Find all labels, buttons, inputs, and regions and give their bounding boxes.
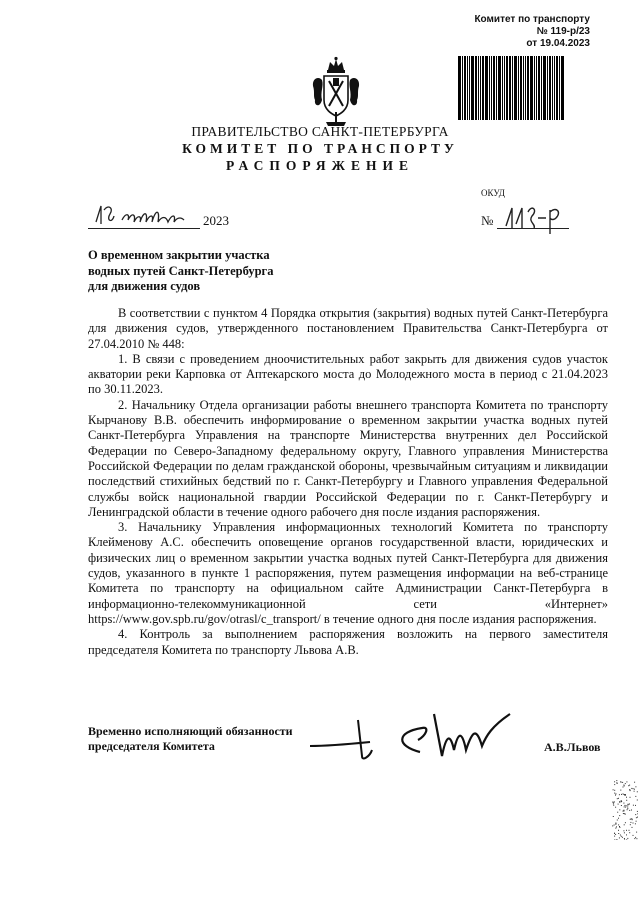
barcode-bar — [506, 56, 508, 120]
barcode-bar — [525, 56, 526, 120]
registration-stamp — [430, 14, 590, 50]
barcode-bar — [496, 56, 497, 120]
subject-line: для движения судов — [88, 279, 201, 293]
barcode-bar — [469, 56, 470, 120]
barcode-bar — [552, 56, 553, 120]
barcode-bar — [471, 56, 474, 120]
document-type-heading: РАСПОРЯЖЕНИЕ — [225, 158, 415, 173]
okud-label: ОКУД — [481, 188, 505, 198]
barcode-bar — [467, 56, 468, 120]
barcode-bar — [498, 56, 501, 120]
handwritten-date — [88, 200, 200, 230]
date-underline — [88, 228, 200, 229]
signatory-title-line: Временно исполняющий обязанности — [88, 724, 293, 738]
government-heading: ПРАВИТЕЛЬСТВО САНКТ-ПЕТЕРБУРГА — [191, 124, 449, 139]
barcode-bar — [504, 56, 505, 120]
subject-block — [88, 248, 308, 295]
barcode-bar — [554, 56, 555, 120]
barcode-bar — [538, 56, 540, 120]
barcode-bar — [536, 56, 537, 120]
barcode-bar — [512, 56, 513, 120]
stamp-committee: Комитет по транспорту — [474, 14, 590, 25]
barcode-bar — [547, 56, 548, 120]
barcode-bar — [478, 56, 479, 120]
coat-of-arms-emblem — [310, 56, 362, 128]
preamble-paragraph: В соответствии с пунктом 4 Порядка открытия (закрытия) водных путей Санкт-Петербурга для движения судов, утвержденного постановлением Правительства Санкт-Петербурга от 27.04.2010 № 448: — [88, 306, 608, 351]
barcode-bar — [530, 56, 533, 120]
stamp-date: от 19.04.2023 — [526, 38, 590, 49]
handwritten-signature — [300, 706, 540, 766]
barcode-bar — [462, 56, 463, 120]
clause-2: 2. Начальнику Отдела организации работы внешнего транспорта Комитета по транспорту Кырчанову В.В. обеспечить информирование о временном закрытии участка водных путей Санкт-Петербурга Управления на транспорте Министерства внутренних дел Российской Федерации по Северо-Западному федеральному округу, Главного управления Министерства Российской Федерации по делам гражданской обороны, чрезвычайным ситуациям и ликвидации последствий стихийных бедствий по г. Санкт-Петербургу и Главного управления Федеральной службы войск национальной гвардии Российской Федерации по г. Санкт-Петербургу и Ленинградской области в течение одного рабочего дня после издания распоряжения. — [88, 397, 608, 519]
clause-3: 3. Начальнику Управления информационных технологий Комитета по транспорту Клейменову А.С. обеспечить оповещение органов государственной власти, юридических и физических лиц о временном закрытии участка водных путей Санкт-Петербурга для движения судов, указанного в пункте 1 распоряжения, путем размещения информации на веб-странице Комитета по транспорту на официальном сайте Администрации Санкт-Петербурга в информационно-телекоммуникационной сети «Интернет» https://www.gov.spb.ru/gov/otrasl/c_transport/ в течение одного дня после издания распоряжения. — [88, 520, 608, 626]
barcode-bar — [502, 56, 503, 120]
barcode-bar — [480, 56, 481, 120]
barcode-bar — [527, 56, 529, 120]
subject-line: О временном закрытии участка — [88, 248, 270, 262]
barcode-bar — [514, 56, 517, 120]
barcode-bar — [541, 56, 542, 120]
barcode-bar — [523, 56, 524, 120]
signatory-name: А.В.Львов — [544, 740, 601, 754]
number-underline — [497, 228, 569, 229]
barcode-bar — [489, 56, 490, 120]
barcode-bar — [534, 56, 535, 120]
date-year: 2023 — [203, 213, 229, 228]
stamp-number: № 119-р/23 — [536, 26, 590, 37]
barcode-bar — [549, 56, 551, 120]
barcode-bar — [458, 56, 461, 120]
barcode-bar — [464, 56, 466, 120]
barcode-bar — [493, 56, 495, 120]
barcode-bar — [475, 56, 477, 120]
clause-4: 4. Контроль за выполнением распоряжения возложить на первого заместителя председателя Комитета по транспорту Львова А.В. — [88, 627, 608, 657]
barcode-bar — [482, 56, 484, 120]
barcode-bar — [520, 56, 522, 120]
scan-noise — [612, 780, 638, 840]
barcode-bar — [543, 56, 546, 120]
barcode-bar — [491, 56, 492, 120]
clause-1: 1. В связи с проведением дноочистительных работ закрыть для движения судов участок акватории реки Карповка от Аптекарского моста до Молодежного моста в период с 21.04.2023 по 30.11.2023. — [88, 351, 608, 397]
signatory-title — [88, 724, 328, 754]
signatory-title-line: председателя Комитета — [88, 739, 215, 753]
barcode-bar — [509, 56, 511, 120]
subject-line: водных путей Санкт-Петербурга — [88, 263, 274, 278]
barcode — [458, 56, 578, 120]
number-sign: № — [481, 213, 494, 228]
barcode-bar — [485, 56, 488, 120]
barcode-bar — [559, 56, 560, 120]
document-body — [88, 306, 608, 658]
barcode-bar — [561, 56, 564, 120]
committee-heading: КОМИТЕТ ПО ТРАНСПОРТУ — [182, 141, 458, 156]
barcode-bar — [556, 56, 558, 120]
barcode-bar — [518, 56, 519, 120]
